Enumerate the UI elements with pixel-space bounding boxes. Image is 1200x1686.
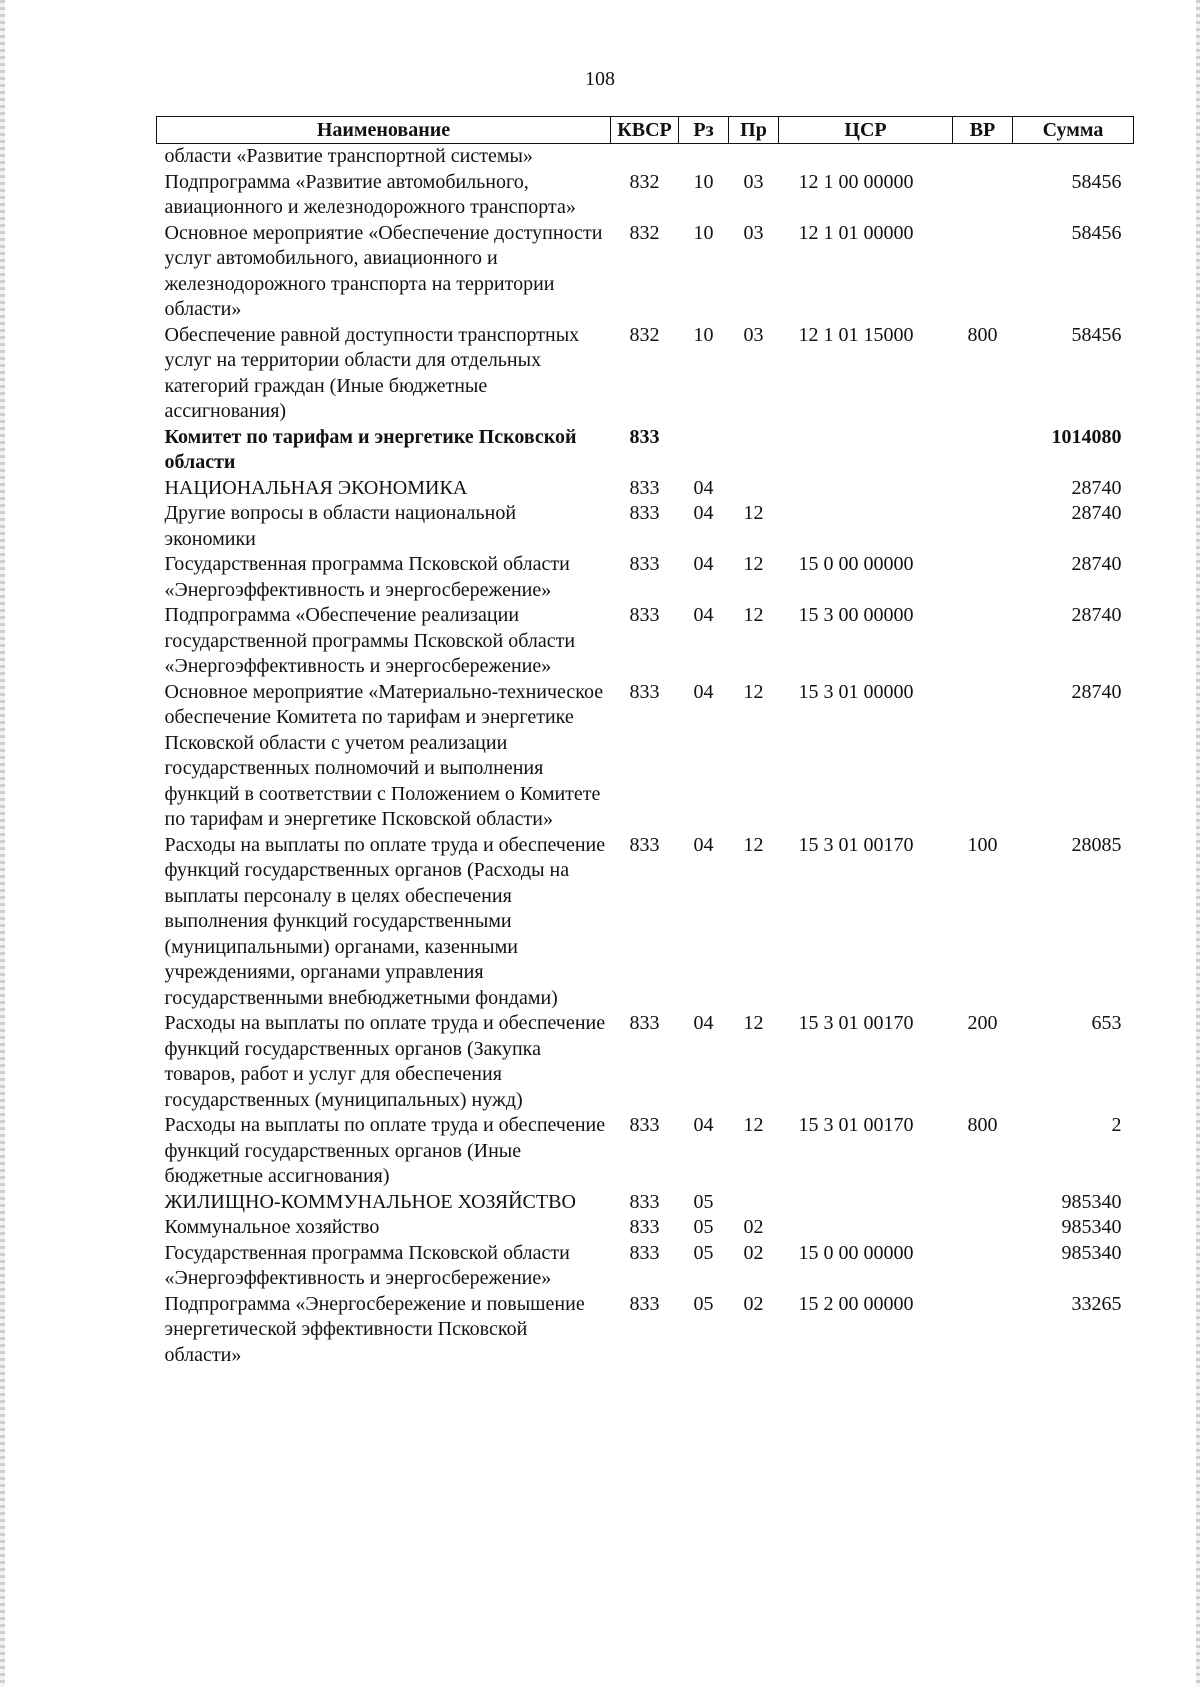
header-kvsr: КВСР (611, 117, 679, 144)
cell-vr (953, 170, 1013, 221)
cell-name: области «Развитие транспортной системы» (164, 145, 533, 167)
cell-pr: 12 (743, 680, 764, 703)
header-pr: Пр (729, 117, 779, 144)
cell-rz (679, 425, 729, 476)
table-row (157, 680, 1134, 833)
cell-sum: 58456 (1071, 323, 1122, 346)
cell-kvsr: 833 (629, 680, 660, 703)
cell-rz: 04 (693, 553, 714, 575)
cell-pr (729, 1190, 779, 1216)
cell-sum: 28740 (1071, 604, 1122, 626)
cell-kvsr (611, 144, 679, 170)
header-sum: Сумма (1013, 117, 1134, 144)
cell-name: Расходы на выплаты по оплате труда и обеспечение функций государственных органов (Расходы на выплаты персоналу в целях обеспечения выполнения функций государственными (муниципальными) органами, казенными учреждениями, органами управления государственными внебюджетными фондами) (164, 833, 606, 1009)
cell-csr: 15 3 01 00000 (798, 680, 914, 703)
table-row (157, 501, 1134, 552)
cell-rz: 04 (693, 1114, 714, 1136)
cell-name: НАЦИОНАЛЬНАЯ ЭКОНОМИКА (164, 476, 468, 499)
cell-vr (953, 144, 1013, 170)
cell-kvsr: 833 (629, 1114, 660, 1136)
cell-name: Подпрограмма «Развитие автомобильного, авиационного и железнодорожного транспорта» (164, 170, 576, 218)
table-row (157, 552, 1134, 603)
cell-csr (779, 501, 953, 552)
table-row (157, 323, 1134, 425)
cell-name: Коммунальное хозяйство (164, 1216, 380, 1238)
cell-pr: 03 (743, 221, 764, 244)
table-row (157, 425, 1134, 476)
table-row (157, 1215, 1134, 1241)
cell-rz: 10 (693, 170, 714, 193)
cell-name: Обеспечение равной доступности транспортных услуг на территории области для отдельных категорий граждан (Иные бюджетные ассигнования) (164, 323, 580, 422)
cell-name: Основное мероприятие «Обеспечение доступности услуг автомобильного, авиационного и железнодорожного транспорта на территории области» (164, 221, 603, 320)
cell-pr: 12 (743, 833, 764, 856)
cell-csr: 15 3 00 00000 (798, 604, 914, 626)
cell-csr (779, 1190, 953, 1216)
cell-sum: 58456 (1071, 170, 1122, 193)
cell-csr: 15 3 01 00170 (798, 1012, 914, 1034)
cell-sum: 28740 (1071, 680, 1122, 703)
cell-name: Подпрограмма «Обеспечение реализации государственной программы Псковской области «Энергоэффективность и энергосбережение» (164, 604, 576, 677)
cell-rz (679, 144, 729, 170)
header-csr: ЦСР (779, 117, 953, 144)
table-row (157, 1292, 1134, 1369)
cell-kvsr: 833 (629, 553, 660, 575)
cell-kvsr: 833 (629, 1216, 660, 1238)
cell-pr (729, 425, 779, 476)
cell-pr: 12 (743, 553, 764, 575)
cell-kvsr: 833 (629, 1292, 660, 1315)
cell-vr: 800 (967, 1114, 998, 1136)
cell-rz: 04 (693, 680, 714, 703)
cell-csr (779, 476, 953, 502)
cell-pr: 03 (743, 170, 764, 193)
cell-vr (953, 680, 1013, 833)
cell-csr: 12 1 00 00000 (798, 170, 914, 193)
table-row (157, 833, 1134, 1012)
cell-kvsr: 833 (629, 1012, 660, 1034)
table-row (157, 144, 1134, 170)
table-row (157, 603, 1134, 680)
cell-vr (953, 603, 1013, 680)
cell-sum: 985340 (1061, 1190, 1122, 1213)
cell-sum (1013, 144, 1134, 170)
cell-kvsr: 832 (629, 170, 660, 193)
cell-name: Комитет по тарифам и энергетике Псковской области (164, 425, 577, 473)
page-number: 108 (585, 68, 615, 90)
cell-pr: 02 (743, 1241, 764, 1264)
table-body (157, 144, 1134, 1369)
cell-vr: 200 (967, 1012, 998, 1034)
scan-edge-left (0, 0, 5, 1686)
cell-csr: 15 0 00 00000 (798, 553, 914, 575)
cell-pr: 02 (743, 1216, 764, 1238)
cell-kvsr: 833 (629, 476, 660, 499)
table-row (157, 1241, 1134, 1292)
cell-pr: 12 (743, 502, 764, 524)
cell-vr (953, 501, 1013, 552)
cell-sum: 653 (1091, 1012, 1122, 1034)
cell-kvsr: 833 (629, 502, 660, 524)
cell-pr: 12 (743, 1012, 764, 1034)
cell-csr: 15 3 01 00170 (798, 1114, 914, 1136)
scan-edge-right (1196, 0, 1200, 1686)
header-rz: Рз (679, 117, 729, 144)
cell-csr: 15 2 00 00000 (798, 1292, 914, 1315)
table-row (157, 170, 1134, 221)
cell-csr: 15 0 00 00000 (798, 1241, 914, 1264)
cell-csr (779, 144, 953, 170)
cell-vr (953, 1241, 1013, 1292)
cell-kvsr: 833 (629, 833, 660, 856)
cell-vr (953, 476, 1013, 502)
cell-kvsr: 832 (629, 323, 660, 346)
cell-sum: 58456 (1071, 221, 1122, 244)
cell-sum: 28740 (1071, 553, 1122, 575)
cell-name: Расходы на выплаты по оплате труда и обеспечение функций государственных органов (Закупка товаров, работ и услуг для обеспечения государственных (муниципальных) нужд) (164, 1012, 606, 1111)
cell-sum: 1014080 (1051, 425, 1122, 448)
table-row (157, 1011, 1134, 1113)
cell-rz: 04 (693, 833, 714, 856)
cell-sum: 2 (1111, 1114, 1122, 1136)
cell-name: Государственная программа Псковской области «Энергоэффективность и энергосбережение» (164, 1241, 570, 1289)
cell-rz: 04 (693, 1012, 714, 1034)
cell-rz: 10 (693, 323, 714, 346)
cell-csr: 15 3 01 00170 (798, 833, 914, 856)
cell-kvsr: 833 (629, 425, 660, 448)
cell-rz: 05 (693, 1216, 714, 1238)
cell-csr: 12 1 01 15000 (798, 323, 914, 346)
budget-table (156, 116, 1134, 1368)
cell-kvsr: 833 (629, 1190, 660, 1213)
cell-rz: 04 (693, 604, 714, 626)
cell-vr: 100 (967, 833, 998, 856)
cell-pr: 12 (743, 604, 764, 626)
cell-kvsr: 833 (629, 1241, 660, 1264)
cell-vr (953, 1215, 1013, 1241)
cell-vr (953, 221, 1013, 323)
cell-sum: 28740 (1071, 476, 1122, 499)
cell-name: ЖИЛИЩНО-КОММУНАЛЬНОЕ ХОЗЯЙСТВО (164, 1190, 576, 1213)
cell-rz: 04 (693, 476, 714, 499)
table-row (157, 221, 1134, 323)
cell-sum: 985340 (1061, 1216, 1122, 1238)
cell-pr (729, 144, 779, 170)
cell-pr: 03 (743, 323, 764, 346)
header-vr: ВР (953, 117, 1013, 144)
cell-kvsr: 833 (629, 604, 660, 626)
cell-name: Подпрограмма «Энергосбережение и повышение энергетической эффективности Псковской области» (164, 1292, 585, 1366)
cell-vr (953, 1190, 1013, 1216)
cell-kvsr: 832 (629, 221, 660, 244)
cell-rz: 04 (693, 502, 714, 524)
cell-vr (953, 425, 1013, 476)
cell-pr (729, 476, 779, 502)
table-header (157, 117, 1134, 144)
cell-csr (779, 425, 953, 476)
cell-sum: 28740 (1071, 502, 1122, 524)
cell-sum: 985340 (1061, 1241, 1122, 1264)
cell-sum: 28085 (1071, 833, 1122, 856)
cell-name: Основное мероприятие «Материально-техническое обеспечение Комитета по тарифам и энергетике Псковской области с учетом реализации государственных полномочий и выполнения функций в соответствии с Положением о Комитете по тарифам и энергетике Псковской области» (164, 680, 604, 830)
cell-vr: 800 (967, 323, 998, 346)
cell-rz: 05 (693, 1241, 714, 1264)
cell-csr (779, 1215, 953, 1241)
table-row (157, 1113, 1134, 1190)
cell-sum: 33265 (1071, 1292, 1122, 1315)
cell-pr: 02 (743, 1292, 764, 1315)
cell-rz: 05 (693, 1292, 714, 1315)
cell-vr (953, 552, 1013, 603)
cell-name: Государственная программа Псковской области «Энергоэффективность и энергосбережение» (164, 553, 570, 601)
cell-name: Расходы на выплаты по оплате труда и обеспечение функций государственных органов (Иные бюджетные ассигнования) (164, 1114, 606, 1187)
cell-name: Другие вопросы в области национальной экономики (164, 502, 517, 550)
cell-csr: 12 1 01 00000 (798, 221, 914, 244)
cell-rz: 10 (693, 221, 714, 244)
table-row (157, 1190, 1134, 1216)
cell-pr: 12 (743, 1114, 764, 1136)
cell-rz: 05 (693, 1190, 714, 1213)
header-name: Наименование (157, 117, 611, 144)
table-row (157, 476, 1134, 502)
cell-vr (953, 1292, 1013, 1369)
